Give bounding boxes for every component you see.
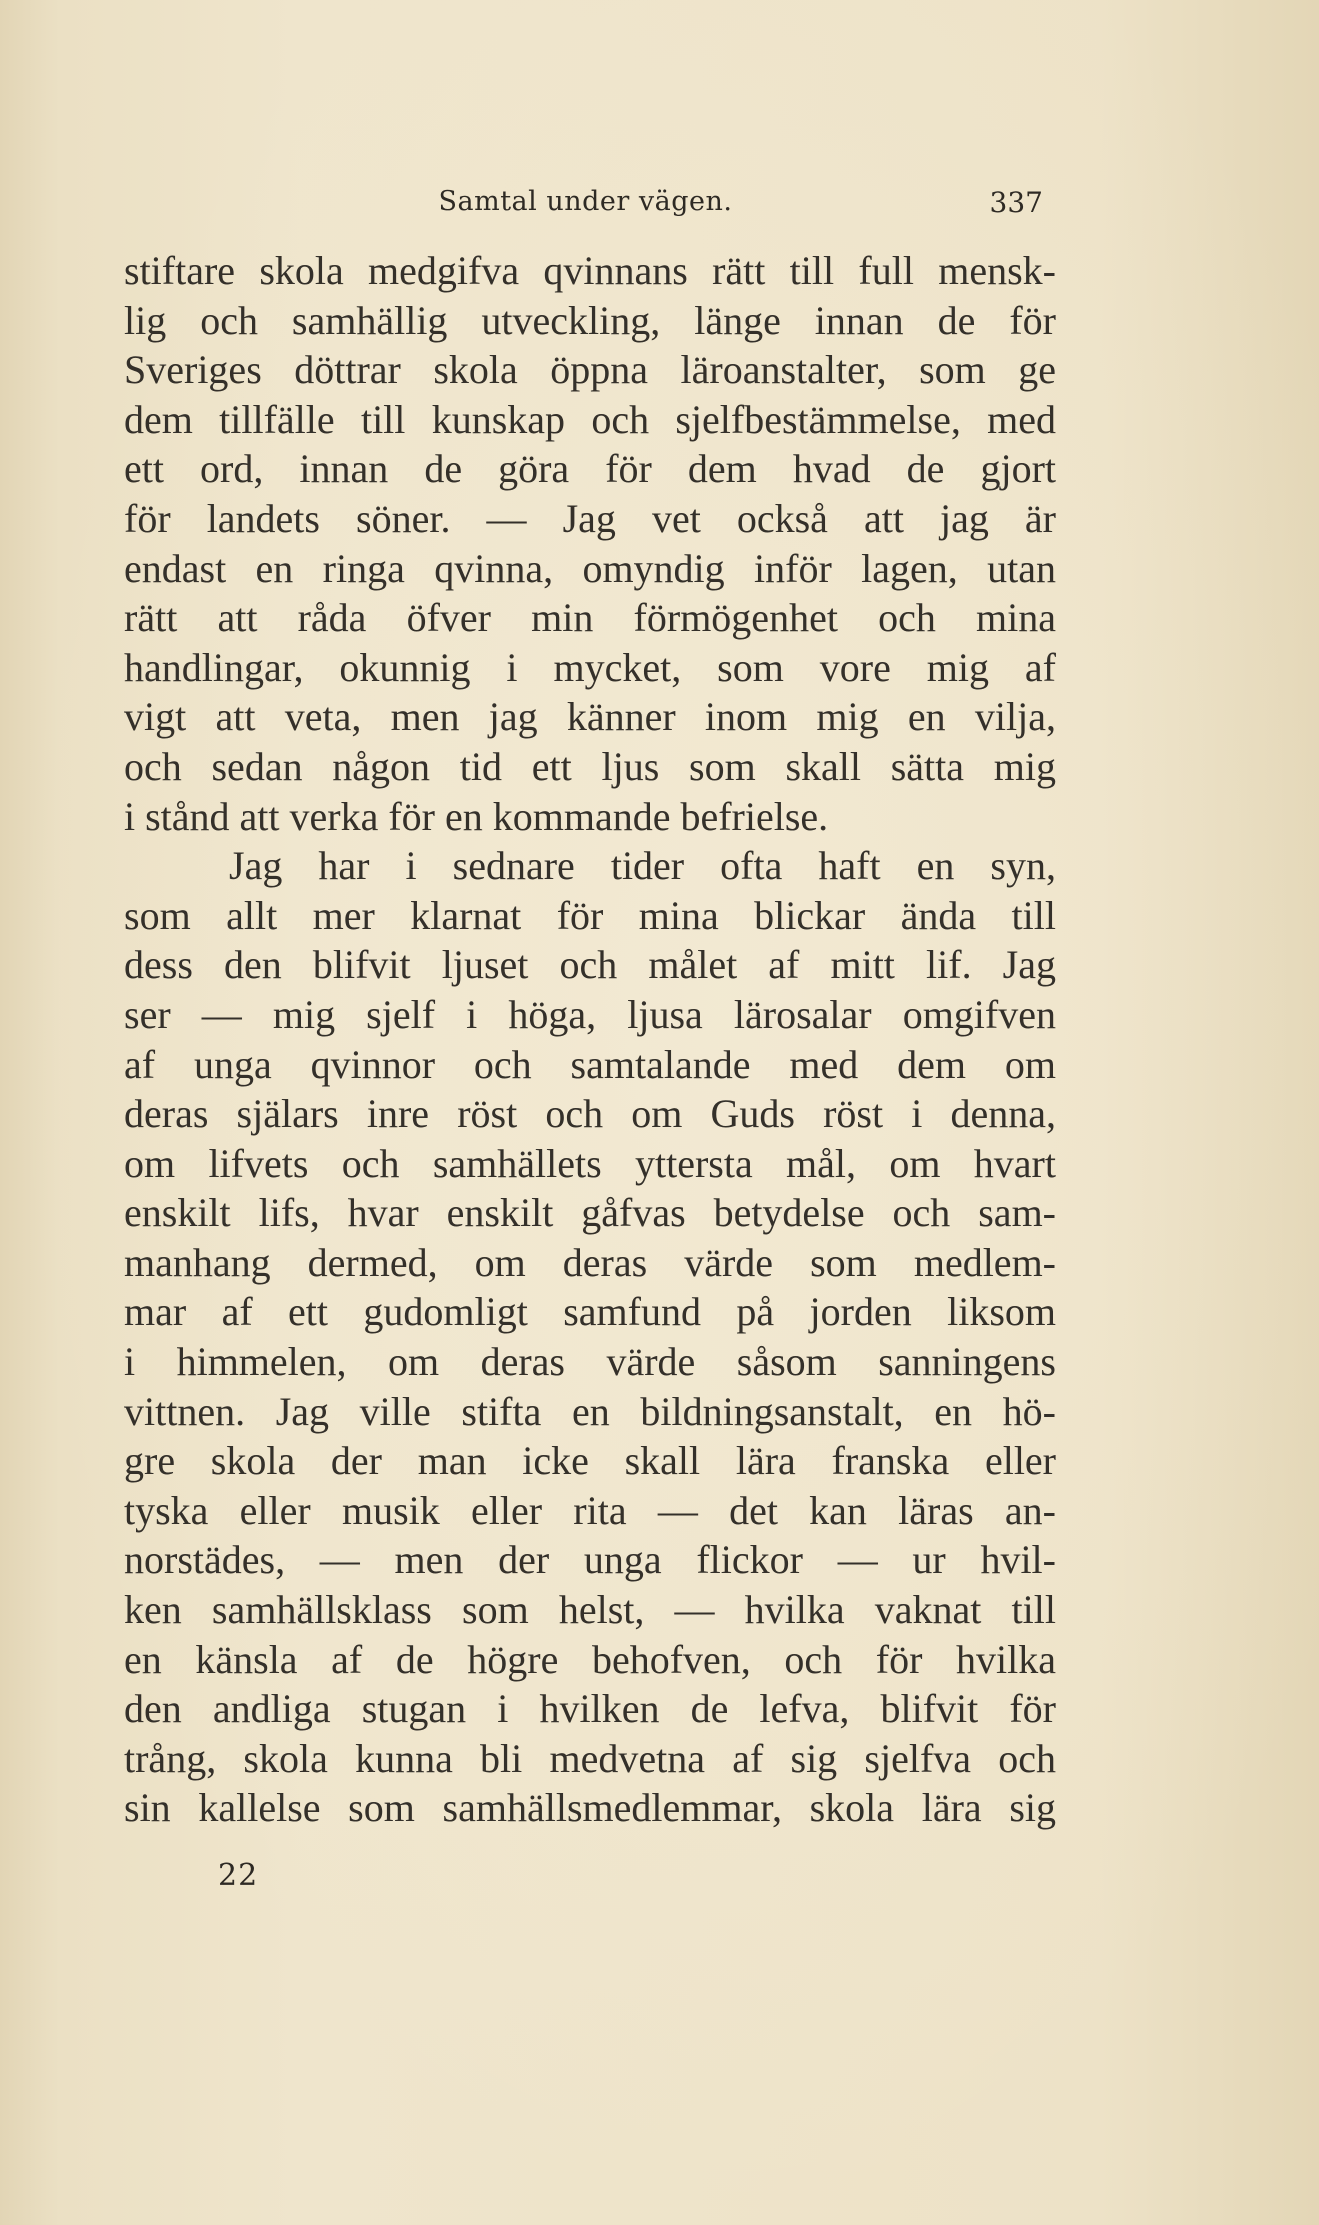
text-line: vittnen. Jag ville stifta en bildningsanstalt, en hö- bbox=[124, 1388, 1056, 1434]
page-number: 337 bbox=[989, 186, 1043, 219]
text-line: som allt mer klarnat för mina blickar ända till bbox=[124, 892, 1056, 938]
text-line: gre skola der man icke skall lära franska eller bbox=[124, 1438, 1056, 1484]
text-line: endast en ringa qvinna, omyndig inför lagen, utan bbox=[124, 545, 1056, 591]
text-line: dem tillfälle till kunskap och sjelfbestämmelse, med bbox=[124, 396, 1056, 442]
text-line: manhang dermed, om deras värde som medlem- bbox=[124, 1239, 1056, 1285]
text-line: om lifvets och samhällets yttersta mål, om hvart bbox=[124, 1140, 1056, 1186]
text-line: ser — mig sjelf i höga, ljusa lärosalar omgifven bbox=[124, 991, 1056, 1037]
text-line: trång, skola kunna bli medvetna af sig sjelfva och bbox=[124, 1735, 1056, 1781]
text-line: ken samhällsklass som helst, — hvilka vaknat till bbox=[124, 1587, 1056, 1633]
text-line: och sedan någon tid ett ljus som skall sätta mig bbox=[124, 743, 1056, 789]
text-line: mar af ett gudomligt samfund på jorden liksom bbox=[124, 1289, 1056, 1335]
text-line: handlingar, okunnig i mycket, som vore mig af bbox=[124, 644, 1056, 690]
text-line: Jag har i sednare tider ofta haft en syn, bbox=[229, 843, 1056, 889]
text-line: af unga qvinnor och samtalande med dem om bbox=[124, 1041, 1056, 1087]
text-line: enskilt lifs, hvar enskilt gåfvas betydelse och sam- bbox=[124, 1190, 1056, 1236]
running-head bbox=[128, 182, 1043, 226]
text-line: norstädes, — men der unga flickor — ur hvil- bbox=[124, 1537, 1056, 1583]
text-line: sin kallelse som samhällsmedlemmar, skola lära sig bbox=[124, 1785, 1056, 1831]
text-line: ett ord, innan de göra för dem hvad de gjort bbox=[124, 446, 1056, 492]
text-line: en känsla af de högre behofven, och för hvilka bbox=[124, 1636, 1056, 1682]
text-line: för landets söner. — Jag vet också att jag är bbox=[124, 495, 1056, 541]
body-text bbox=[124, 246, 1056, 1833]
text-line: Sveriges döttrar skola öppna läroanstalter, som ge bbox=[124, 347, 1056, 393]
text-line: stiftare skola medgifva qvinnans rätt till full mensk- bbox=[124, 248, 1056, 293]
text-line: i himmelen, om deras värde såsom sanningens bbox=[124, 1339, 1056, 1385]
text-line: den andliga stugan i hvilken de lefva, blifvit för bbox=[124, 1686, 1056, 1732]
text-line: i stånd att verka för en kommande befrielse. bbox=[124, 793, 829, 839]
running-title: Samtal under vägen. bbox=[438, 186, 733, 217]
signature-mark: 22 bbox=[218, 1858, 259, 1893]
text-line: lig och samhällig utveckling, länge innan de för bbox=[124, 297, 1056, 343]
text-line: deras själars inre röst och om Guds röst i denna, bbox=[124, 1091, 1056, 1137]
text-line: rätt att råda öfver min förmögenhet och mina bbox=[124, 595, 1056, 641]
text-line: tyska eller musik eller rita — det kan läras an- bbox=[124, 1487, 1056, 1533]
text-line: dess den blifvit ljuset och målet af mitt lif. Jag bbox=[124, 942, 1056, 988]
text-line: vigt att veta, men jag känner inom mig en vilja, bbox=[124, 694, 1056, 740]
